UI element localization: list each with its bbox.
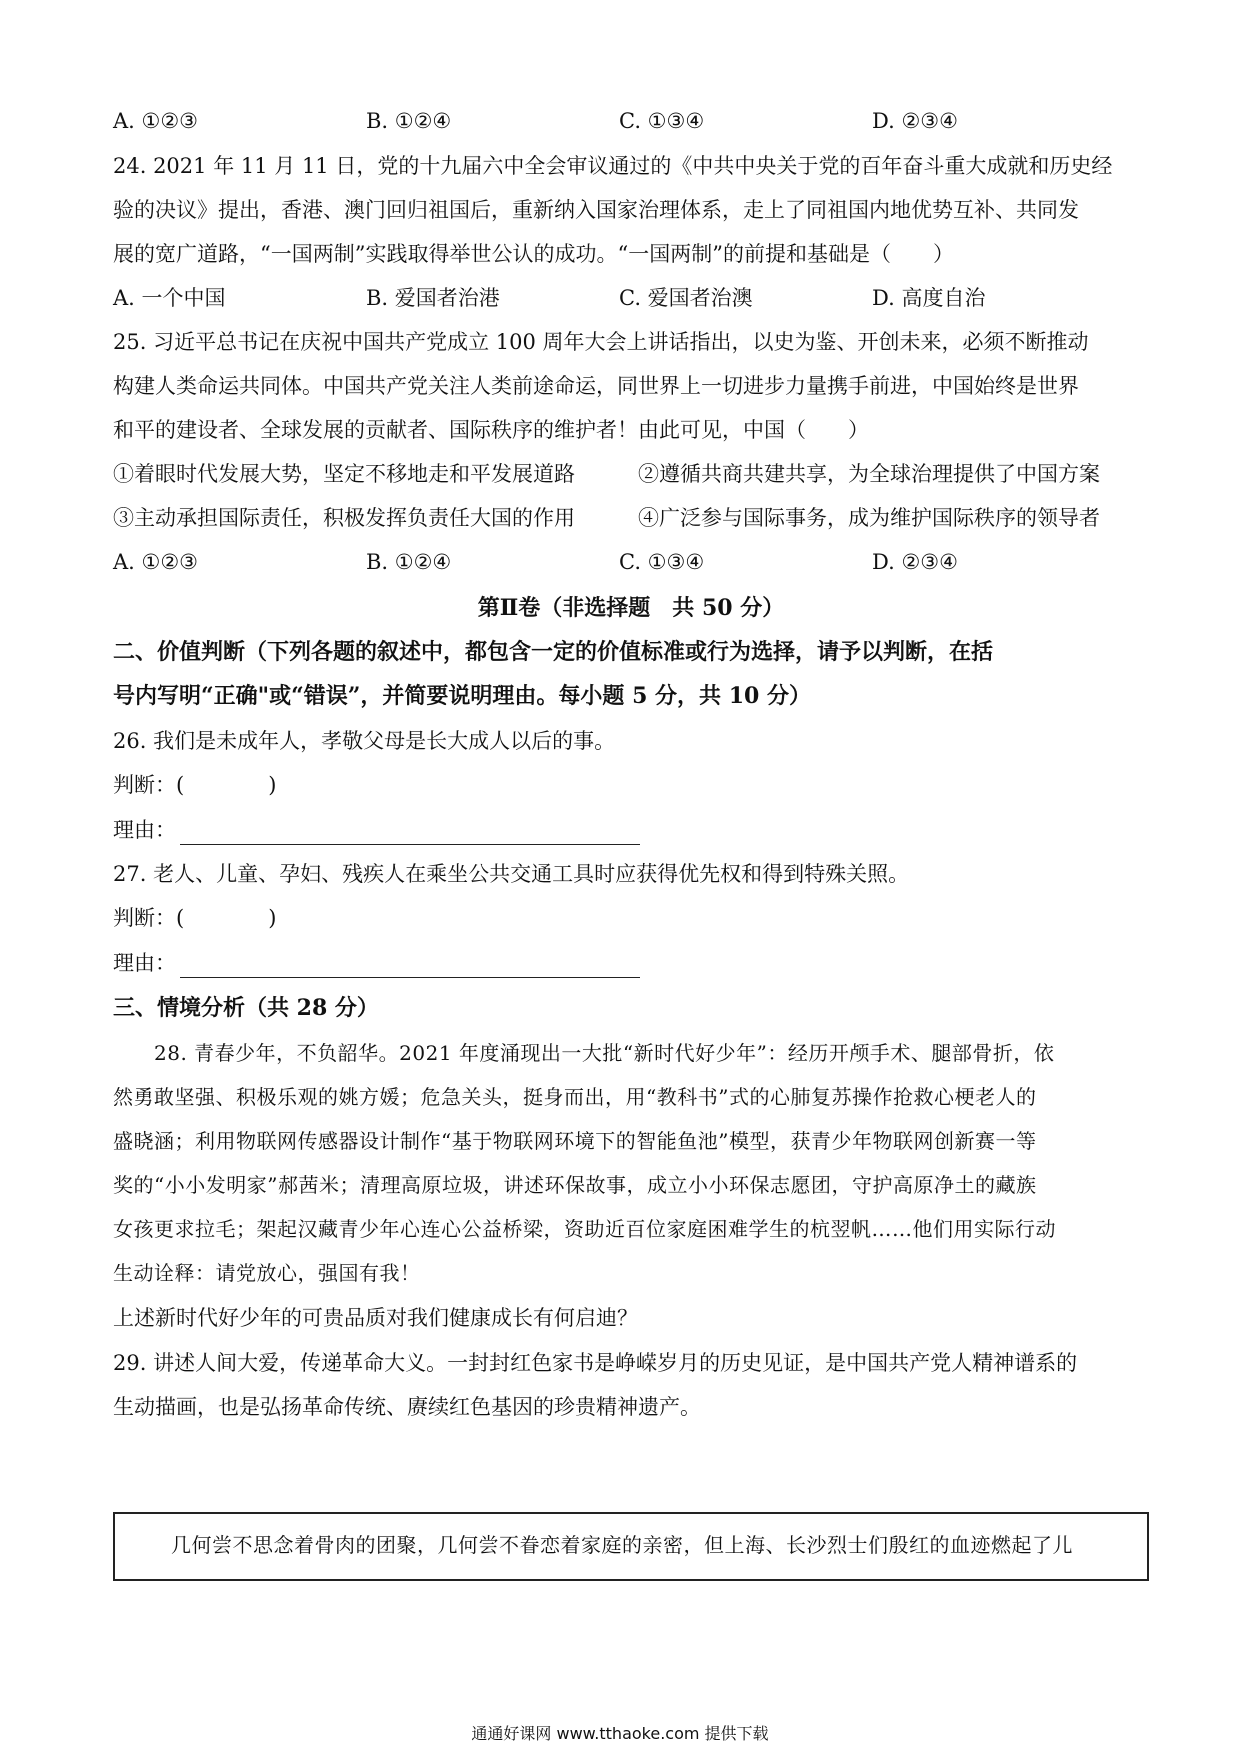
q28-passage-line: 奖的“小小发明家”郝茜米；清理高原垃圾，讲述环保故事，成立小小环保志愿团，守护高原净土的藏族: [113, 1173, 1037, 1197]
part2-title: 第Ⅱ卷（非选择题 共 50 分）: [477, 595, 785, 621]
q28-passage-line: 然勇敢坚强、积极乐观的姚方媛；危急关头，挺身而出，用“教科书”式的心肺复苏操作抢救心梗老人的: [113, 1085, 1037, 1109]
q23-option-a: A. ①②③: [113, 109, 198, 133]
q29-text-line: 生动描画，也是弘扬革命传统、赓续红色基因的珍贵精神遗产。: [113, 1395, 701, 1419]
q28-passage-line: 盛晓涵；利用物联网传感器设计制作“基于物联网环境下的智能鱼池”模型，获青少年物联网创新赛一等: [113, 1129, 1037, 1153]
q27-reason-label: 理由：: [113, 951, 176, 975]
q26-text: 26. 我们是未成年人，孝敬父母是长大成人以后的事。: [113, 729, 616, 753]
q23-option-d: D. ②③④: [872, 109, 958, 133]
q25-option-d: D. ②③④: [872, 550, 958, 574]
q24-option-c: C. 爱国者治澳: [619, 286, 753, 310]
q23-option-c: C. ①③④: [619, 109, 705, 133]
q27-text: 27. 老人、儿童、孕妇、残疾人在乘坐公共交通工具时应获得优先权和得到特殊关照。: [113, 862, 910, 886]
section2-heading-line: 号内写明“正确"或“错误”，并简要说明理由。每小题 5 分，共 10 分）: [113, 683, 811, 709]
q29-quote-text: 几何尝不思念着骨肉的团聚，几何尝不眷恋着家庭的亲密，但上海、长沙烈士们殷红的血迹燃起了儿: [171, 1533, 1073, 1557]
q28-passage-line: 生动诠释：请党放心，强国有我！: [113, 1261, 421, 1285]
section2-heading-line: 二、价值判断（下列各题的叙述中，都包含一定的价值标准或行为选择，请予以判断，在括: [113, 639, 994, 665]
q25-text-line: 25. 习近平总书记在庆祝中国共产党成立 100 周年大会上讲话指出，以史为鉴、开创未来，必须不断推动: [113, 330, 1089, 354]
q24-text-line: 验的决议》提出，香港、澳门回归祖国后，重新纳入国家治理体系，走上了同祖国内地优势互补、共同发: [113, 198, 1079, 222]
q28-passage-line: 28. 青春少年，不负韶华。2021 年度涌现出一大批“新时代好少年”：经历开颅手术、腿部骨折，依: [113, 1041, 1055, 1065]
q24-option-d: D. 高度自治: [872, 286, 986, 310]
q26-judge: 判断：( ): [113, 773, 277, 797]
q25-text-line: 和平的建设者、全球发展的贡献者、国际秩序的维护者！由此可见，中国（ ）: [113, 418, 869, 442]
q26-reason-blank: [180, 822, 640, 845]
section3-heading: 三、情境分析（共 28 分）: [113, 995, 379, 1021]
q24-option-a: A. 一个中国: [113, 286, 226, 310]
q26-reason-row: [113, 815, 1128, 845]
q23-option-b: B. ①②④: [366, 109, 452, 133]
q25-text-line: 构建人类命运共同体。中国共产党关注人类前途命运，同世界上一切进步力量携手前进，中国始终是世界: [113, 374, 1079, 398]
q25-statement-4: ④广泛参与国际事务，成为维护国际秩序的领导者: [638, 506, 1100, 530]
q29-text-line: 29. 讲述人间大爱，传递革命大义。一封封红色家书是峥嵘岁月的历史见证，是中国共产党人精神谱系的: [113, 1351, 1078, 1375]
q28-passage-line: 女孩更求拉毛；架起汉藏青少年心连心公益桥梁，资助近百位家庭困难学生的杭翌帆……他们用实际行动: [113, 1217, 1056, 1241]
q28-question: 上述新时代好少年的可贵品质对我们健康成长有何启迪？: [113, 1306, 638, 1330]
page-footer: 通通好课网 www.tthaoke.com 提供下载: [471, 1724, 769, 1743]
q29-quote-box: [113, 1512, 1149, 1581]
q24-option-b: B. 爱国者治港: [366, 286, 500, 310]
q25-option-c: C. ①③④: [619, 550, 705, 574]
q25-statement-2: ②遵循共商共建共享，为全球治理提供了中国方案: [638, 462, 1100, 486]
q27-reason-row: [113, 948, 1128, 978]
q25-statement-1: ①着眼时代发展大势，坚定不移地走和平发展道路: [113, 462, 575, 486]
q25-option-a: A. ①②③: [113, 550, 198, 574]
q24-text-line: 展的宽广道路，“一国两制”实践取得举世公认的成功。“一国两制”的前提和基础是（ ）: [113, 242, 954, 266]
q27-judge: 判断：( ): [113, 906, 277, 930]
q25-option-b: B. ①②④: [366, 550, 452, 574]
q27-reason-blank: [180, 955, 640, 978]
q24-text-line: 24. 2021 年 11 月 11 日，党的十九届六中全会审议通过的《中共中央关于党的百年奋斗重大成就和历史经: [113, 154, 1113, 178]
q25-statement-3: ③主动承担国际责任，积极发挥负责任大国的作用: [113, 506, 575, 530]
q26-reason-label: 理由：: [113, 818, 176, 842]
